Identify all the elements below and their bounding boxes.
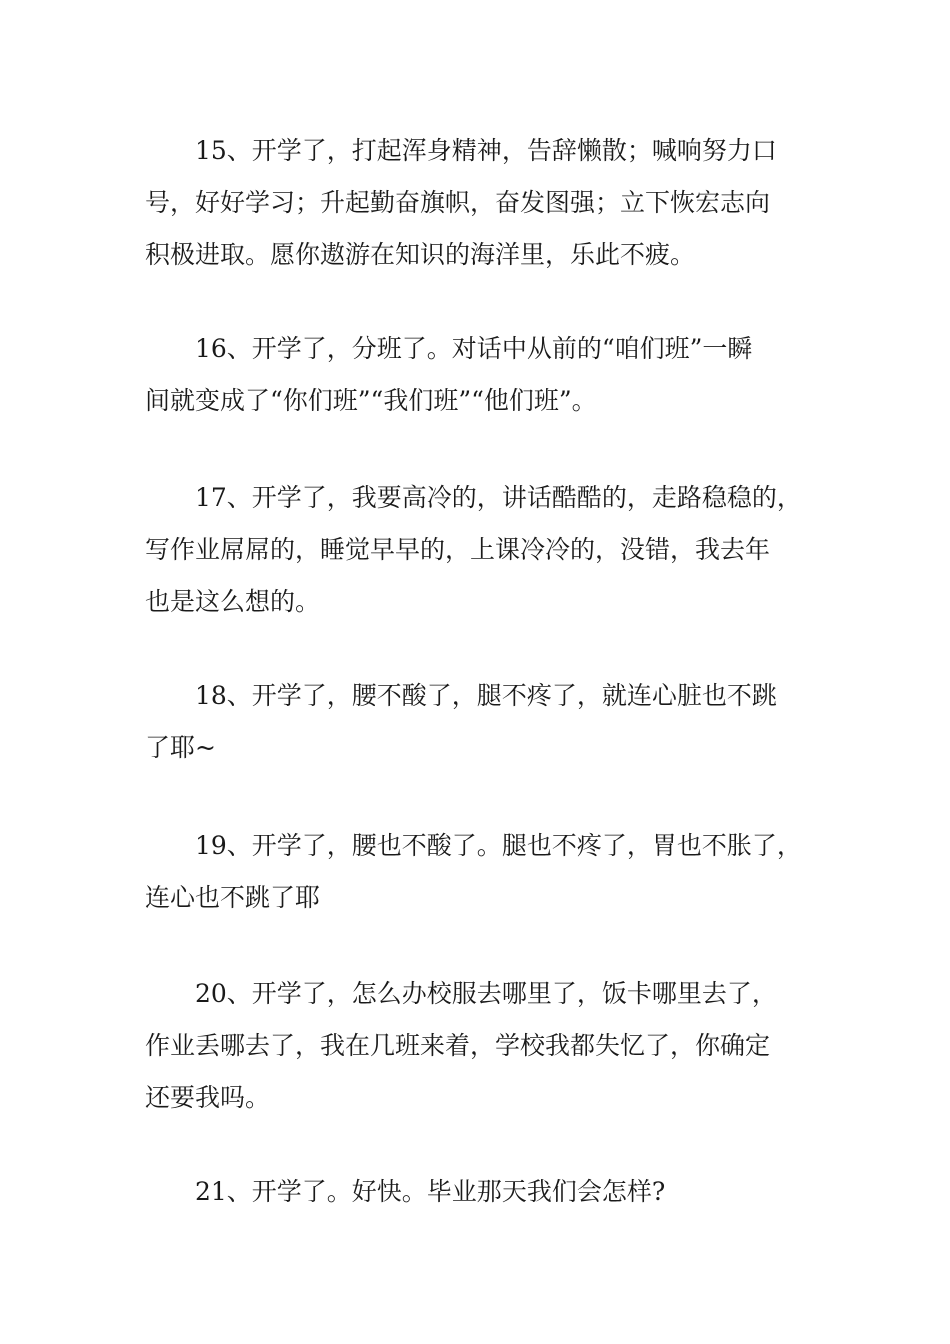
paragraph-line: 20、开学了，怎么办校服去哪里了，饭卡哪里去了，: [195, 979, 777, 1008]
paragraph-line: 积极进取。愿你遨游在知识的海洋里，乐此不疲。: [145, 240, 696, 269]
paragraph-line: 17、开学了，我要高冷的，讲话酷酷的，走路稳稳的，: [195, 483, 802, 512]
paragraph-21: [145, 1166, 825, 1218]
paragraph-line: 写作业屌屌的，睡觉早早的，上课冷冷的，没错，我去年: [145, 535, 771, 564]
paragraph-16: [145, 323, 825, 427]
paragraph-line: 也是这么想的。: [145, 587, 321, 616]
paragraph-line: 16、开学了，分班了。对话中从前的“咱们班”一瞬: [195, 334, 753, 363]
paragraph-17: [145, 472, 825, 628]
paragraph-line: 间就变成了“你们班”“我们班”“他们班”。: [145, 386, 597, 415]
paragraph-line: 21、开学了。好快。毕业那天我们会怎样?: [195, 1177, 666, 1206]
paragraph-line: 了耶~: [145, 733, 216, 762]
paragraph-line: 19、开学了，腰也不酸了。腿也不疼了，胃也不胀了，: [195, 831, 802, 860]
paragraph-line: 号，好好学习；升起勤奋旗帜，奋发图强；立下恢宏志向: [145, 188, 771, 217]
paragraph-20: [145, 968, 825, 1124]
paragraph-19: [145, 820, 825, 924]
paragraph-line: 18、开学了，腰不酸了，腿不疼了，就连心脏也不跳: [195, 681, 777, 710]
paragraph-18: [145, 670, 825, 774]
paragraph-line: 15、开学了，打起浑身精神，告辞懒散；喊响努力口: [195, 136, 777, 165]
paragraph-line: 还要我吗。: [145, 1083, 271, 1112]
paragraph-line: 连心也不跳了耶: [145, 883, 321, 912]
paragraph-line: 作业丢哪去了，我在几班来着，学校我都失忆了，你确定: [145, 1031, 771, 1060]
paragraph-15: [145, 125, 825, 281]
